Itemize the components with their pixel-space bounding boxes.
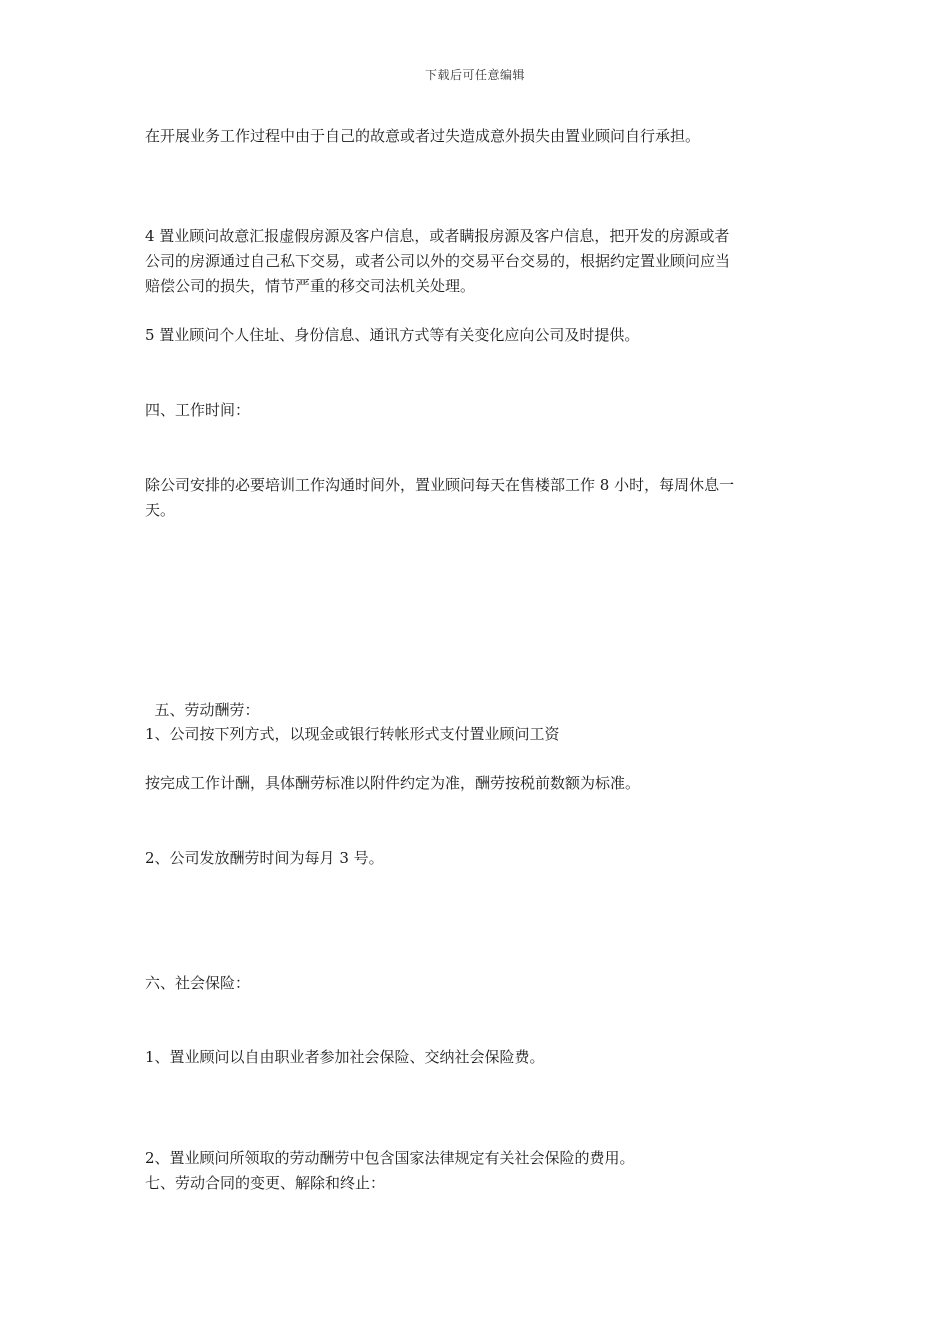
text-line: 公司的房源通过自己私下交易，或者公司以外的交易平台交易的，根据约定置业顾问应当	[145, 252, 731, 270]
text-line: 2、公司发放酬劳时间为每月 3 号。	[145, 849, 384, 867]
text-line: 1、置业顾问以自由职业者参加社会保险、交纳社会保险费。	[145, 1048, 545, 1066]
heading-text: 六、社会保险：	[145, 974, 251, 992]
heading-text: 七、劳动合同的变更、解除和终止：	[145, 1174, 386, 1192]
text-line: 赔偿公司的损失，情节严重的移交司法机关处理。	[145, 277, 476, 295]
paragraph-payment-method	[145, 722, 811, 747]
text-line: 在开展业务工作过程中由于自己的故意或者过失造成意外损失由置业顾问自行承担。	[145, 127, 701, 145]
text-line: 5 置业顾问个人住址、身份信息、通讯方式等有关变化应向公司及时提供。	[145, 326, 640, 344]
paragraph-payment-date	[145, 846, 811, 871]
paragraph-liability	[145, 124, 811, 149]
section-heading-social-insurance	[145, 971, 811, 996]
paragraph-insurance-2	[145, 1146, 811, 1171]
heading-text: 五、劳动酬劳：	[145, 701, 260, 719]
paragraph-insurance-1	[145, 1045, 811, 1070]
section-heading-contract-changes	[145, 1171, 811, 1196]
text-line: 天。	[145, 501, 176, 519]
text-line: 除公司安排的必要培训工作沟通时间外，置业顾问每天在售楼部工作 8 小时，每周休息一	[145, 476, 735, 494]
text-line: 4 置业顾问故意汇报虚假房源及客户信息，或者瞒报房源及客户信息，把开发的房源或者	[145, 227, 730, 245]
section-heading-work-time	[145, 398, 811, 423]
paragraph-clause-5	[145, 323, 811, 348]
page-header: 下载后可任意编辑	[424, 68, 525, 82]
text-line: 1、公司按下列方式，以现金或银行转帐形式支付置业顾问工资	[145, 725, 560, 743]
paragraph-clause-4	[145, 224, 811, 299]
paragraph-work-hours	[145, 473, 811, 523]
text-line: 按完成工作计酬，具体酬劳标准以附件约定为准，酬劳按税前数额为标准。	[145, 774, 641, 792]
text-line: 2、置业顾问所领取的劳动酬劳中包含国家法律规定有关社会保险的费用。	[145, 1149, 635, 1167]
heading-text: 四、工作时间：	[145, 401, 251, 419]
paragraph-payment-standard	[145, 771, 811, 796]
